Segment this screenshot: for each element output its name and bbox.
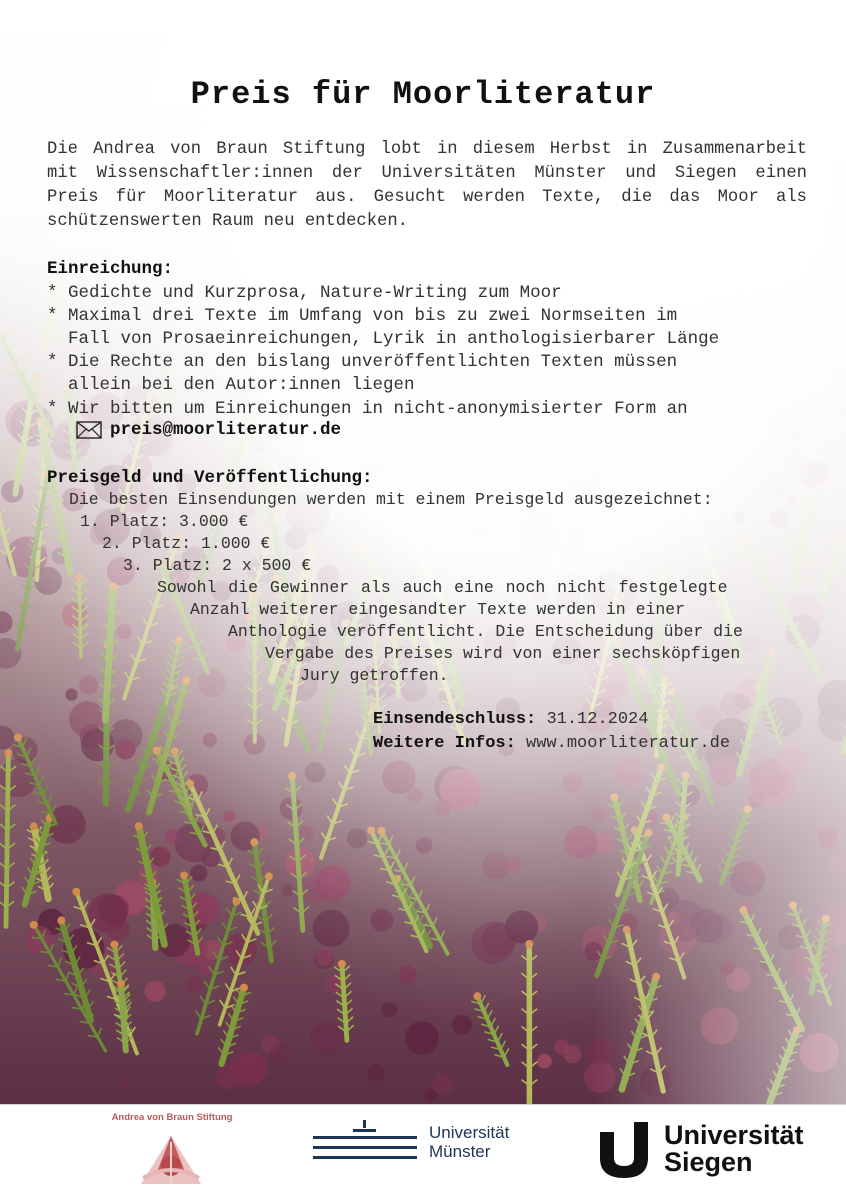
email-contact[interactable] (76, 420, 341, 440)
siegen-line1: Universität (664, 1120, 804, 1150)
prize-text-line: Anthologie veröffentlicht. Die Entscheidung über die (228, 622, 743, 641)
prize-heading: Preisgeld und Veröffentlichung: (47, 468, 373, 488)
submission-bullet: allein bei den Autor:innen liegen (47, 375, 415, 395)
prize-text-line: Vergabe des Preises wird von einer sechsköpfigen (265, 644, 741, 663)
more-info (373, 734, 730, 753)
siegen-u-icon (596, 1118, 656, 1180)
muenster-line1: Universität (429, 1123, 510, 1142)
submission-bullet: Fall von Prosaeinreichungen, Lyrik in anthologisierbarer Länge (47, 329, 720, 349)
prize-lead: Die besten Einsendungen werden mit einem Preisgeld ausgezeichnet: (69, 490, 713, 509)
submission-bullet: * Gedichte und Kurzprosa, Nature-Writing zum Moor (47, 283, 562, 303)
intro-line: Die Andrea von Braun Stiftung lobt in diesem Herbst in Zusammenarbeit (47, 140, 807, 159)
muenster-line2: Münster (429, 1142, 491, 1161)
deadline (373, 710, 648, 729)
avb-name: Andrea von Braun Stiftung (111, 1112, 233, 1123)
email-link[interactable]: preis@moorliteratur.de (110, 420, 342, 440)
prize-text-line: Anzahl weiterer eingesandter Texte werden in einer (190, 600, 686, 619)
envelope-icon (76, 421, 102, 439)
prize-text-line: Sowohl die Gewinner als auch eine noch nicht festgelegte (157, 578, 728, 597)
muenster-wordmark (429, 1123, 509, 1161)
muenster-mark-icon (313, 1120, 417, 1164)
submission-bullet: * Maximal drei Texte im Umfang von bis zu zwei Normseiten im (47, 306, 678, 326)
more-info-link[interactable]: www.moorliteratur.de (526, 734, 731, 753)
prize-place-3: 3. Platz: 2 x 500 € (123, 556, 312, 575)
more-info-label: Weitere Infos: (373, 734, 516, 753)
footer-logos (0, 1104, 846, 1200)
siegen-wordmark (664, 1122, 804, 1176)
prize-text-line: Jury getroffen. (300, 666, 449, 685)
submission-bullet: * Die Rechte an den bislang unveröffentlichten Texten müssen (47, 352, 678, 372)
intro-line: Preis für Moorliteratur aus. Gesucht werden Texte, die das Moor als (47, 188, 807, 207)
intro-paragraph (47, 138, 807, 234)
deadline-value: 31.12.2024 (546, 710, 649, 729)
page-title: Preis für Moorliteratur (190, 76, 656, 113)
uni-siegen-logo (596, 1118, 804, 1180)
avb-logo-icon (135, 1132, 207, 1195)
submission-bullet: * Wir bitten um Einreichungen in nicht-anonymisierter Form an (47, 399, 688, 419)
submission-heading: Einreichung: (47, 259, 174, 279)
footer-divider (0, 1104, 846, 1105)
intro-line: mit Wissenschaftler:innen der Universitäten Münster und Siegen einen (47, 164, 807, 183)
prize-place-1: 1. Platz: 3.000 € (80, 512, 249, 531)
prize-place-2: 2. Platz: 1.000 € (102, 534, 271, 553)
siegen-line2: Siegen (664, 1147, 753, 1177)
uni-muenster-logo (313, 1120, 509, 1164)
intro-line: schützenswerten Raum neu entdecken. (47, 212, 408, 231)
deadline-label: Einsendeschluss: (373, 710, 537, 729)
